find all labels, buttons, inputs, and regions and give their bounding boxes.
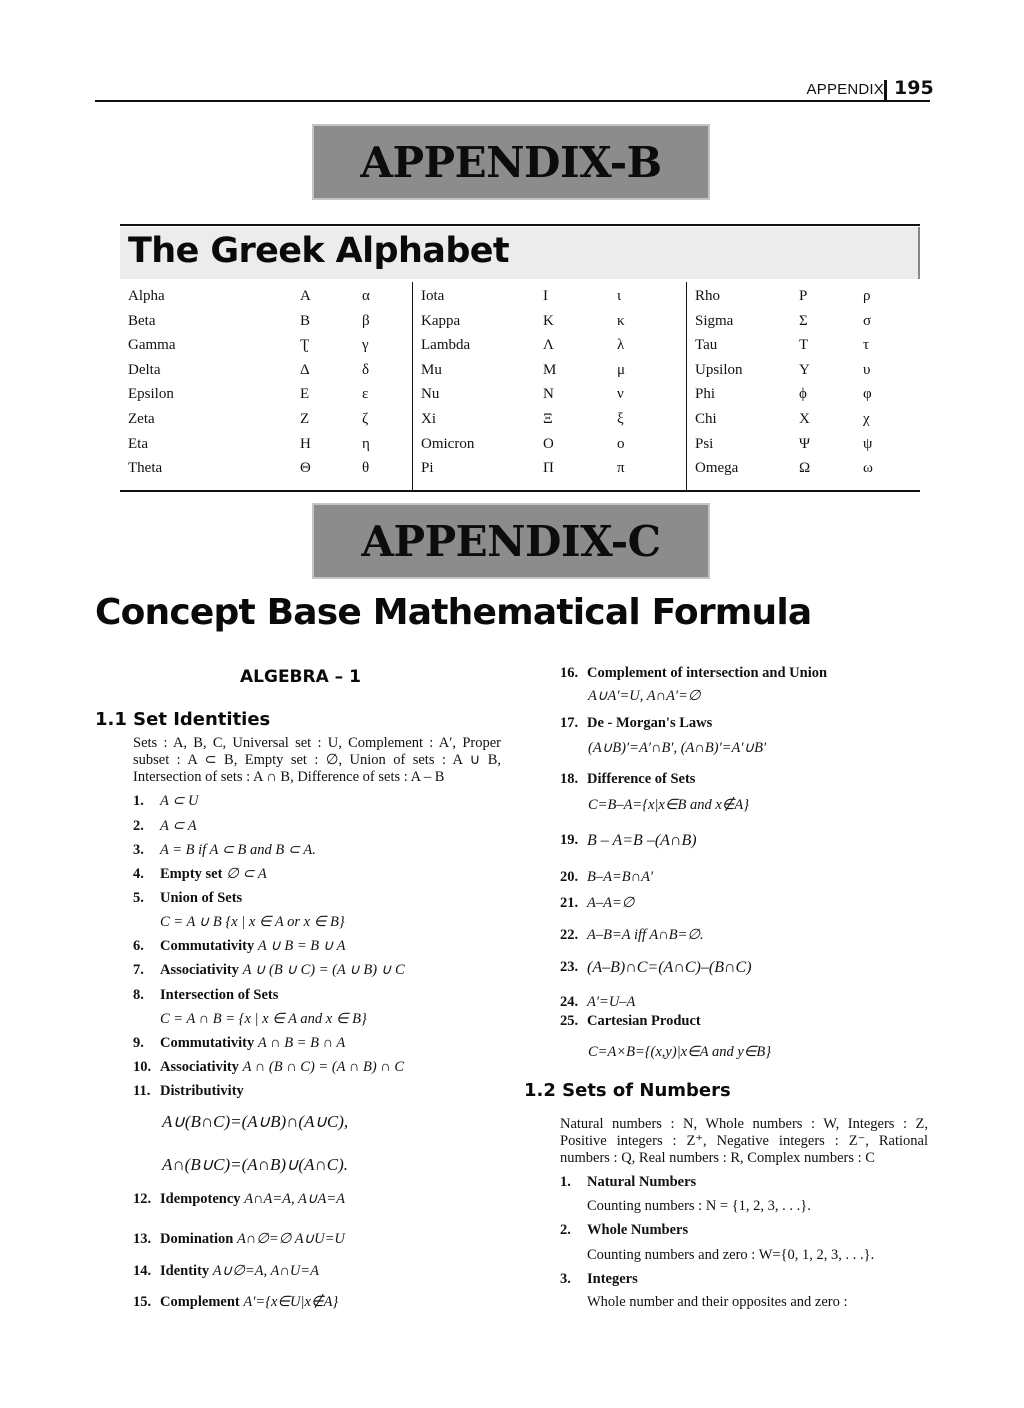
greek-lowercase: ζ (362, 411, 369, 427)
greek-lowercase: λ (617, 337, 625, 354)
item-description: Counting numbers : N = {1, 2, 3, . . .}. (587, 1198, 811, 1214)
greek-uppercase: Π (543, 460, 554, 477)
item-content (160, 962, 405, 979)
greek-uppercase: T (799, 337, 809, 354)
item-number: 18. (560, 771, 579, 787)
greek-uppercase: B (300, 312, 311, 329)
greek-table-column (120, 282, 412, 490)
item-number: 22. (560, 927, 579, 943)
greek-letter-row (413, 405, 687, 429)
greek-uppercase: K (543, 312, 554, 329)
item-number: 2. (133, 818, 144, 834)
item-formula: A∩A=A, A∪A=A (244, 1191, 345, 1207)
item-number: 3. (133, 842, 144, 858)
algebra-heading: ALGEBRA – 1 (240, 667, 361, 687)
greek-letter-row (120, 356, 412, 380)
item-number: 19. (560, 832, 579, 848)
item-formula: ∅ ⊂ A (226, 866, 267, 882)
greek-letter-name: Zeta (128, 411, 155, 427)
greek-letter-row (413, 454, 687, 478)
greek-letter-row (687, 380, 921, 404)
item-formula: A–A=∅ (587, 895, 635, 911)
greek-letter-name: Rho (695, 288, 721, 304)
greek-letter-name: Sigma (695, 312, 734, 329)
set-identities-heading: 1.1 Set Identities (95, 709, 271, 730)
greek-letter-name: Pi (421, 460, 434, 477)
greek-letter-row (413, 380, 687, 404)
greek-uppercase: Z (300, 411, 310, 427)
greek-uppercase: I (543, 288, 548, 304)
item-label: Empty set (160, 866, 223, 882)
item-content (160, 866, 267, 883)
sets-of-numbers-intro: Natural numbers : N, Whole numbers : W, Integers : Z, Positive integers : Z⁺, Negative integers : Z⁻, Rational numbers : Q, Real numbers : R, Complex numbers : C (560, 1116, 928, 1166)
greek-letter-name: Kappa (421, 312, 461, 329)
item-number: 15. (133, 1294, 152, 1310)
item-label: Distributivity (160, 1083, 244, 1099)
greek-lowercase: δ (362, 361, 370, 378)
greek-letter-row (413, 331, 687, 355)
greek-lowercase: ρ (863, 288, 871, 304)
greek-letter-name: Lambda (421, 337, 471, 354)
item-number: 16. (560, 665, 579, 681)
item-content (160, 1231, 345, 1248)
greek-letter-row (413, 282, 687, 306)
item-formula: A∩(B∪C)=(A∩B)∪(A∩C). (162, 1155, 349, 1174)
greek-lowercase: χ (863, 411, 870, 427)
item-formula: (A∪B)′=A′∩B′, (A∩B)′=A′∪B′ (588, 740, 767, 756)
item-label: Identity (160, 1263, 210, 1279)
item-formula: (A–B)∩C=(A∩C)–(B∩C) (587, 959, 752, 976)
greek-letter-name: Iota (421, 288, 445, 304)
item-number: 1. (133, 793, 144, 809)
greek-letter-name: Omicron (421, 435, 475, 452)
item-content (160, 1263, 319, 1280)
item-number: 5. (133, 890, 144, 906)
greek-lowercase: π (617, 460, 625, 477)
item-content (160, 1059, 404, 1076)
greek-lowercase: ψ (863, 435, 873, 452)
greek-letter-name: Epsilon (128, 386, 174, 403)
item-number: 1. (560, 1174, 571, 1190)
item-number: 3. (560, 1271, 571, 1287)
item-content (160, 1294, 338, 1311)
greek-uppercase: H (300, 435, 311, 452)
greek-lowercase: τ (863, 337, 870, 354)
greek-uppercase: Δ (300, 361, 310, 378)
greek-lowercase: φ (863, 386, 872, 403)
item-description: Whole number and their opposites and zero : (587, 1294, 848, 1310)
greek-uppercase: O (543, 435, 554, 452)
greek-section-rule (120, 224, 920, 226)
item-number: 14. (133, 1263, 152, 1279)
greek-letter-row (687, 307, 921, 331)
running-header-section: APPENDIX (806, 81, 884, 98)
item-number: 11. (133, 1083, 151, 1099)
greek-letter-row (120, 331, 412, 355)
item-label: Integers (587, 1271, 638, 1287)
item-formula: A–B=A iff A∩B=∅. (587, 927, 704, 943)
greek-uppercase: P (799, 288, 808, 304)
greek-letter-name: Xi (421, 411, 436, 427)
item-label: Complement of intersection and Union (587, 665, 828, 681)
sets-of-numbers-heading: 1.2 Sets of Numbers (524, 1080, 731, 1101)
greek-uppercase: M (543, 361, 557, 378)
greek-lowercase: α (362, 288, 370, 304)
greek-uppercase: Ω (799, 460, 811, 477)
item-formula: C=B–A={x|x∈B and x∉A} (588, 797, 750, 813)
greek-alphabet-title: The Greek Alphabet (128, 231, 510, 271)
greek-letter-row (413, 356, 687, 380)
item-label: Commutativity (160, 1035, 255, 1051)
item-number: 13. (133, 1231, 152, 1247)
item-formula: A ⊂ A (160, 818, 197, 834)
item-formula: A∪A′=U, A∩A′=∅ (588, 688, 701, 704)
item-formula: A ∪ B = B ∪ A (257, 938, 346, 954)
greek-letter-row (687, 356, 921, 380)
item-number: 2. (560, 1222, 571, 1238)
item-label: Domination (160, 1231, 234, 1247)
item-formula: A ⊂ U (160, 793, 199, 809)
greek-uppercase: Σ (799, 312, 808, 329)
greek-lowercase: ι (617, 288, 622, 304)
item-formula: C = A ∩ B = {x | x ∈ A and x ∈ B} (160, 1011, 367, 1027)
greek-letter-name: Eta (128, 435, 148, 452)
greek-letter-row (687, 454, 921, 478)
item-formula: A∩∅=∅ A∪U=U (236, 1231, 345, 1247)
appendix-c-banner: APPENDIX-C (312, 503, 710, 579)
item-label: Commutativity (160, 938, 255, 954)
greek-uppercase: N (543, 386, 554, 403)
greek-letter-name: Tau (695, 337, 718, 354)
item-number: 8. (133, 987, 144, 1003)
item-formula: A = B if A ⊂ B and B ⊂ A. (160, 842, 316, 858)
item-number: 7. (133, 962, 144, 978)
greek-letter-row (120, 405, 412, 429)
greek-letter-row (687, 405, 921, 429)
running-header-divider (884, 80, 887, 101)
item-formula: A ∪ (B ∪ C) = (A ∪ B) ∪ C (242, 962, 405, 978)
item-label: Difference of Sets (587, 771, 696, 787)
greek-lowercase: γ (362, 337, 369, 354)
item-number: 12. (133, 1191, 152, 1207)
greek-letter-row (413, 307, 687, 331)
item-number: 9. (133, 1035, 144, 1051)
greek-letter-name: Alpha (128, 288, 165, 304)
item-description: Counting numbers and zero : W={0, 1, 2, 3, . . .}. (587, 1247, 875, 1263)
item-label: De - Morgan's Laws (587, 715, 713, 731)
item-label: Associativity (160, 962, 239, 978)
greek-uppercase: Θ (300, 460, 311, 477)
greek-lowercase: μ (617, 361, 626, 378)
greek-letter-name: Gamma (128, 337, 176, 354)
greek-lowercase: υ (863, 361, 871, 378)
greek-uppercase: Λ (543, 337, 554, 354)
greek-letter-row (120, 282, 412, 306)
greek-lowercase: ω (863, 460, 873, 477)
greek-letter-row (120, 307, 412, 331)
greek-letter-row (120, 380, 412, 404)
item-label: Intersection of Sets (160, 987, 279, 1003)
greek-letter-row (120, 454, 412, 478)
greek-uppercase: X (799, 411, 810, 427)
greek-letter-name: Chi (695, 411, 717, 427)
greek-letter-name: Beta (128, 312, 156, 329)
greek-lowercase: ε (362, 386, 369, 403)
item-formula: B–A=B∩A′ (587, 869, 654, 885)
item-formula: C = A ∪ B {x | x ∈ A or x ∈ B} (160, 914, 345, 930)
greek-letter-row (413, 430, 687, 454)
greek-letter-row (687, 331, 921, 355)
greek-alphabet-table (120, 282, 920, 492)
item-label: Union of Sets (160, 890, 243, 906)
greek-letter-name: Omega (695, 460, 739, 477)
greek-letter-name: Delta (128, 361, 161, 378)
greek-uppercase: E (300, 386, 310, 403)
greek-uppercase: Ʈ (300, 337, 310, 354)
greek-lowercase: κ (617, 312, 625, 329)
item-formula: A ∩ B = B ∩ A (257, 1035, 346, 1051)
item-number: 20. (560, 869, 579, 885)
greek-table-column (686, 282, 921, 490)
greek-lowercase: ξ (617, 411, 624, 427)
greek-letter-name: Phi (695, 386, 716, 403)
greek-table-column (412, 282, 687, 490)
appendix-b-banner: APPENDIX-B (312, 124, 710, 200)
item-formula: A∪∅=A, A∩U=A (212, 1263, 319, 1279)
item-number: 21. (560, 895, 579, 911)
item-formula: B – A=B –(A∩B) (587, 832, 697, 849)
item-label: Natural Numbers (587, 1174, 697, 1190)
item-formula: A ∩ (B ∩ C) = (A ∩ B) ∩ C (242, 1059, 405, 1075)
greek-lowercase: o (617, 435, 625, 452)
greek-lowercase: η (362, 435, 370, 452)
item-number: 6. (133, 938, 144, 954)
greek-letter-row (687, 430, 921, 454)
item-number: 25. (560, 1013, 579, 1029)
item-label: Cartesian Product (587, 1013, 701, 1029)
greek-uppercase: A (300, 288, 311, 304)
greek-letter-row (120, 430, 412, 454)
item-formula: A∪(B∩C)=(A∪B)∩(A∪C), (162, 1112, 349, 1131)
greek-uppercase: Y (799, 361, 810, 378)
item-label: Associativity (160, 1059, 239, 1075)
item-number: 4. (133, 866, 144, 882)
header-rule (95, 100, 930, 102)
greek-letter-name: Mu (421, 361, 442, 378)
greek-letter-row (687, 282, 921, 306)
item-number: 23. (560, 959, 579, 975)
item-number: 17. (560, 715, 579, 731)
greek-uppercase: ϕ (799, 386, 807, 403)
item-content (160, 938, 346, 955)
item-number: 24. (560, 994, 579, 1010)
greek-letter-name: Nu (421, 386, 440, 403)
greek-letter-name: Theta (128, 460, 163, 477)
greek-lowercase: ν (617, 386, 624, 403)
item-label: Whole Numbers (587, 1222, 689, 1238)
item-label: Complement (160, 1294, 240, 1310)
item-formula: A′=U–A (587, 994, 636, 1010)
item-label: Idempotency (160, 1191, 241, 1207)
set-identities-intro: Sets : A, B, C, Universal set : U, Complement : A′, Proper subset : A ⊂ B, Empty set : ∅, Union of sets : A ∪ B, Intersection of sets : A ∩ B, Difference of sets : A – B (133, 735, 501, 785)
item-formula: A′={x∈U|x∉A} (243, 1294, 339, 1310)
greek-lowercase: β (362, 312, 370, 329)
item-content (160, 1191, 345, 1208)
item-number: 10. (133, 1059, 152, 1075)
greek-uppercase: Ξ (543, 411, 553, 427)
item-formula: C=A×B={(x,y)|x∈A and y∈B} (588, 1044, 772, 1060)
item-content (160, 1035, 345, 1052)
concept-title: Concept Base Mathematical Formula (95, 592, 812, 633)
page-number: 195 (894, 77, 934, 99)
greek-lowercase: σ (863, 312, 872, 329)
greek-letter-name: Upsilon (695, 361, 743, 378)
greek-letter-name: Psi (695, 435, 714, 452)
greek-uppercase: Ψ (799, 435, 811, 452)
greek-lowercase: θ (362, 460, 370, 477)
